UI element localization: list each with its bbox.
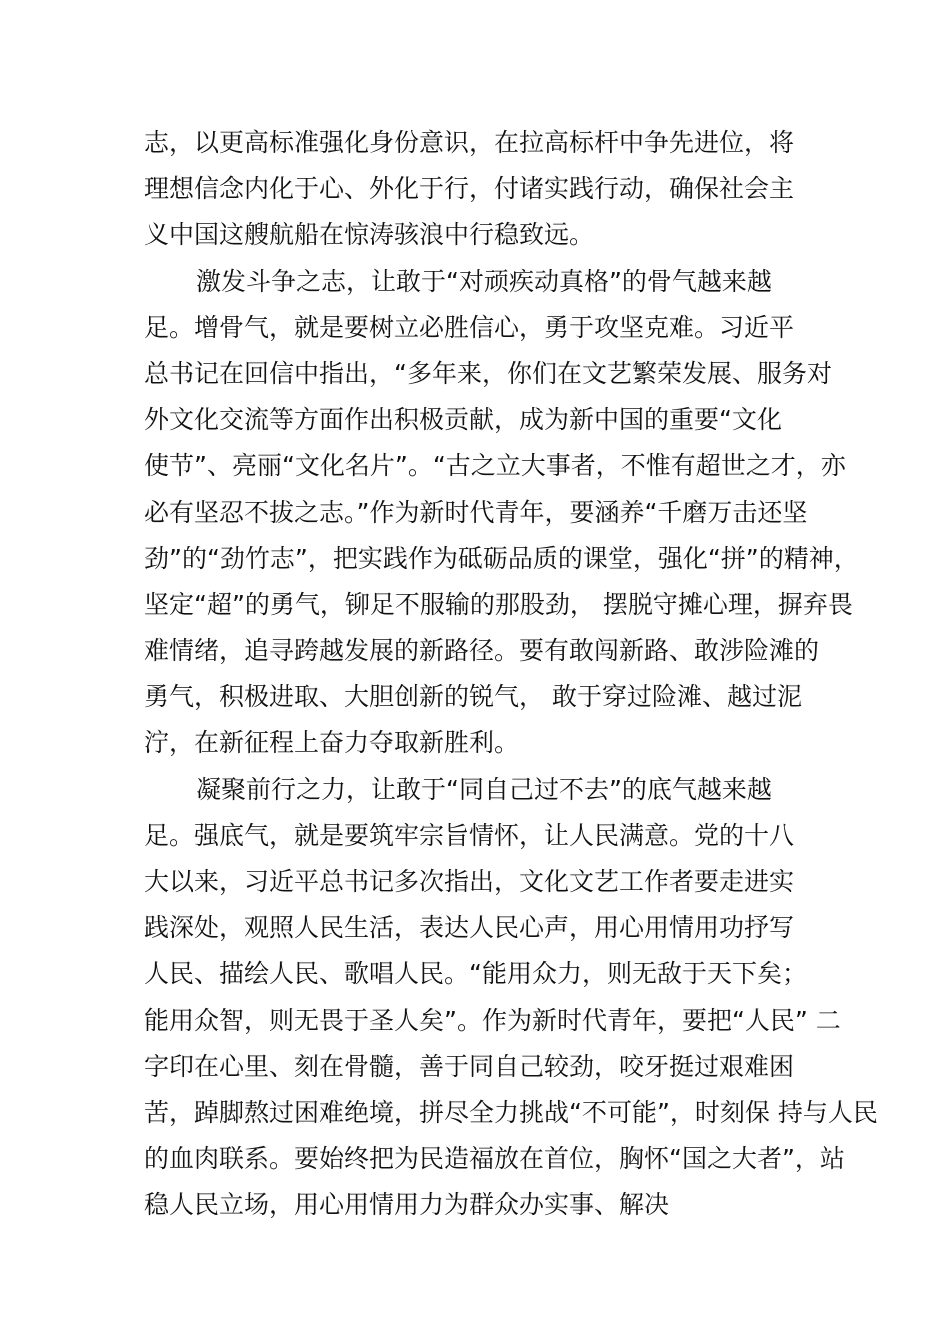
text-line: 的血肉联系。要始终把为民造福放在首位，胸怀“国之大者”，站 — [144, 1144, 845, 1174]
text-line: 稳人民立场，用心用情用力为群众办实事、解决 — [144, 1190, 670, 1220]
paragraph-3 — [144, 767, 878, 1229]
text-line: 坚定“超”的勇气，铆足不服输的那股劲， 摆脱守摊心理，摒弃畏 — [144, 589, 853, 619]
text-line: 难情绪，追寻跨越发展的新路径。要有敢闯新路、敢涉险滩的 — [144, 636, 820, 666]
document-body — [144, 120, 878, 1229]
text-line: 使节”、亮丽“文化名片”。“古之立大事者，不惟有超世之才，亦 — [144, 451, 846, 481]
text-line: 足。强底气，就是要筑牢宗旨情怀，让人民满意。党的十八 — [144, 820, 795, 850]
paragraph-1 — [144, 120, 809, 259]
text-line: 外文化交流等方面作出积极贡献，成为新中国的重要“文化 — [144, 405, 782, 435]
text-line: 能用众智，则无畏于圣人矣”。作为新时代青年，要把“人民” 二 — [144, 1005, 841, 1035]
text-line: 字印在心里、刻在骨髓，善于同自己较劲，咬牙挺过艰难困 — [144, 1051, 795, 1081]
paragraph-2 — [144, 259, 859, 767]
text-line: 劲”的“劲竹志”，把实践作为砥砺品质的课堂，强化“拼”的精神， — [144, 543, 859, 573]
text-line: 必有坚忍不拔之志。”作为新时代青年，要涵养“千磨万击还坚 — [144, 497, 808, 527]
text-line: 大以来，习近平总书记多次指出，文化文艺工作者要走进实 — [144, 867, 795, 896]
text-line: 激发斗争之志，让敢于“对顽疾动真格”的骨气越来越 — [196, 266, 772, 296]
text-line: 志，以更高标准强化身份意识，在拉高标杆中争先进位，将 — [144, 128, 795, 157]
text-line: 足。增骨气，就是要树立必胜信心，勇于攻坚克难。习近平 — [144, 312, 795, 342]
text-line: 凝聚前行之力，让敢于“同自己过不去”的底气越来越 — [196, 774, 772, 804]
text-line: 理想信念内化于心、外化于行，付诸实践行动，确保社会主 — [144, 174, 795, 204]
text-line: 总书记在回信中指出，“多年来，你们在文艺繁荣发展、服务对 — [144, 358, 832, 388]
text-line: 勇气，积极进取、大胆创新的锐气， 敢于穿过险滩、越过泥 — [144, 682, 802, 712]
text-line: 义中国这艘航船在惊涛骇浪中行稳致远。 — [144, 220, 595, 250]
text-line: 人民、描绘人民、歌唱人民。“能用众力，则无敌于天下矣； — [144, 959, 807, 989]
text-line: 泞，在新征程上奋力夺取新胜利。 — [144, 728, 520, 758]
text-line: 践深处，观照人民生活，表达人民心声，用心用情用功抒写 — [144, 913, 795, 943]
text-line: 苦，踔脚熬过困难绝境，拼尽全力挑战“不可能”，时刻保 持与人民 — [144, 1097, 878, 1127]
